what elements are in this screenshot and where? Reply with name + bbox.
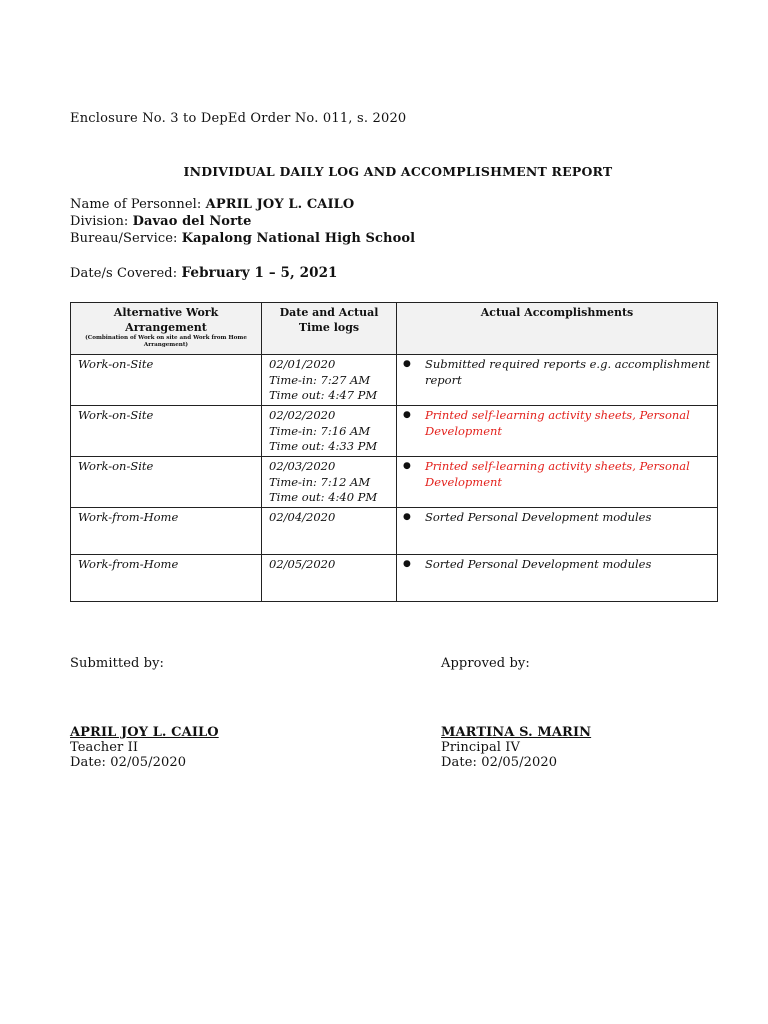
time-out: Time out: 4:40 PM — [269, 490, 378, 504]
personnel-label: Name of Personnel: — [70, 197, 206, 212]
log-date: 02/04/2020 — [269, 510, 336, 524]
accomplishment-text: Printed self-learning activity sheets, Personal Development — [425, 408, 690, 438]
header-accomplishments — [397, 303, 718, 355]
submitted-by-label: Submitted by: — [70, 656, 165, 671]
table-row — [71, 555, 718, 602]
division-label: Division: — [70, 214, 133, 229]
arrangement-text: Work-from-Home — [78, 557, 179, 571]
log-date: 02/05/2020 — [269, 557, 336, 571]
header-date-time — [262, 303, 397, 355]
time-in: Time-in: 7:27 AM — [269, 372, 371, 387]
personnel-name: APRIL JOY L. CAILO — [205, 197, 355, 212]
personnel-line — [70, 197, 354, 212]
bureau-value: Kapalong National High School — [181, 231, 416, 246]
table-row — [71, 508, 718, 555]
log-date: 02/02/2020 — [269, 408, 336, 422]
accomplishment-text: Submitted required reports e.g. accomplishment report — [425, 357, 711, 387]
bureau-line — [70, 231, 415, 246]
arrangement-text: Work-on-Site — [78, 408, 154, 422]
daily-log-table — [70, 302, 718, 602]
accomplishment-cell — [397, 508, 718, 555]
approved-by-label: Approved by: — [441, 656, 530, 671]
accomplishment-cell — [397, 355, 718, 406]
accomplishment-text: Printed self-learning activity sheets, Personal Development — [425, 459, 690, 489]
arrangement-text: Work-from-Home — [78, 510, 179, 524]
table-header-row — [71, 303, 718, 355]
report-title: INDIVIDUAL DAILY LOG AND ACCOMPLISHMENT REPORT — [183, 164, 613, 179]
bureau-label: Bureau/Service: — [70, 231, 182, 246]
submitter-block — [70, 725, 219, 770]
arrangement-cell — [71, 406, 262, 457]
dates-covered-line — [70, 265, 338, 281]
bullet-icon: ● — [403, 461, 411, 471]
arrangement-text: Work-on-Site — [78, 459, 154, 473]
submitter-name: APRIL JOY L. CAILO — [70, 725, 219, 740]
arrangement-cell — [71, 555, 262, 602]
enclosure-line: Enclosure No. 3 to DepEd Order No. 011, s. 2020 — [70, 111, 407, 126]
dates-covered-label: Date/s Covered: — [70, 266, 182, 281]
arrangement-cell — [71, 355, 262, 406]
log-date: 02/01/2020 — [269, 357, 336, 371]
approver-date: Date: 02/05/2020 — [441, 755, 558, 770]
log-date: 02/03/2020 — [269, 459, 336, 473]
header-date-time-label: Date and Actual Time logs — [279, 306, 379, 334]
header-arrangement-sub: (Combination of Work on site and Work from Home Arrangement) — [85, 335, 247, 348]
approver-position: Principal IV — [441, 740, 521, 755]
table-row — [71, 355, 718, 406]
arrangement-cell — [71, 508, 262, 555]
header-arrangement-label: Alternative Work Arrangement — [113, 306, 219, 334]
bullet-icon: ● — [403, 512, 411, 522]
time-log-cell — [262, 555, 397, 602]
dates-covered-value: February 1 – 5, 2021 — [181, 265, 338, 281]
time-log-cell — [262, 406, 397, 457]
accomplishment-cell — [397, 406, 718, 457]
time-log-cell — [262, 457, 397, 508]
time-in: Time-in: 7:16 AM — [269, 423, 371, 438]
table-row — [71, 457, 718, 508]
time-in: Time-in: 7:12 AM — [269, 474, 371, 489]
time-out: Time out: 4:47 PM — [269, 388, 378, 402]
submitter-position: Teacher II — [70, 740, 139, 755]
approver-name: MARTINA S. MARIN — [441, 725, 592, 740]
accomplishment-text: Sorted Personal Development modules — [425, 557, 652, 571]
header-accomplishments-label: Actual Accomplishments — [480, 306, 634, 319]
time-out: Time out: 4:33 PM — [269, 439, 378, 453]
accomplishment-cell — [397, 555, 718, 602]
arrangement-cell — [71, 457, 262, 508]
approver-block — [441, 725, 591, 770]
division-value: Davao del Norte — [132, 214, 252, 229]
bullet-icon: ● — [403, 559, 411, 569]
accomplishment-text: Sorted Personal Development modules — [425, 510, 652, 524]
bullet-icon: ● — [403, 359, 411, 369]
accomplishment-cell — [397, 457, 718, 508]
arrangement-text: Work-on-Site — [78, 357, 154, 371]
bullet-icon: ● — [403, 410, 411, 420]
header-arrangement — [71, 303, 262, 355]
time-log-cell — [262, 355, 397, 406]
time-log-cell — [262, 508, 397, 555]
division-line — [70, 214, 252, 229]
table-row — [71, 406, 718, 457]
submitter-date: Date: 02/05/2020 — [70, 755, 187, 770]
